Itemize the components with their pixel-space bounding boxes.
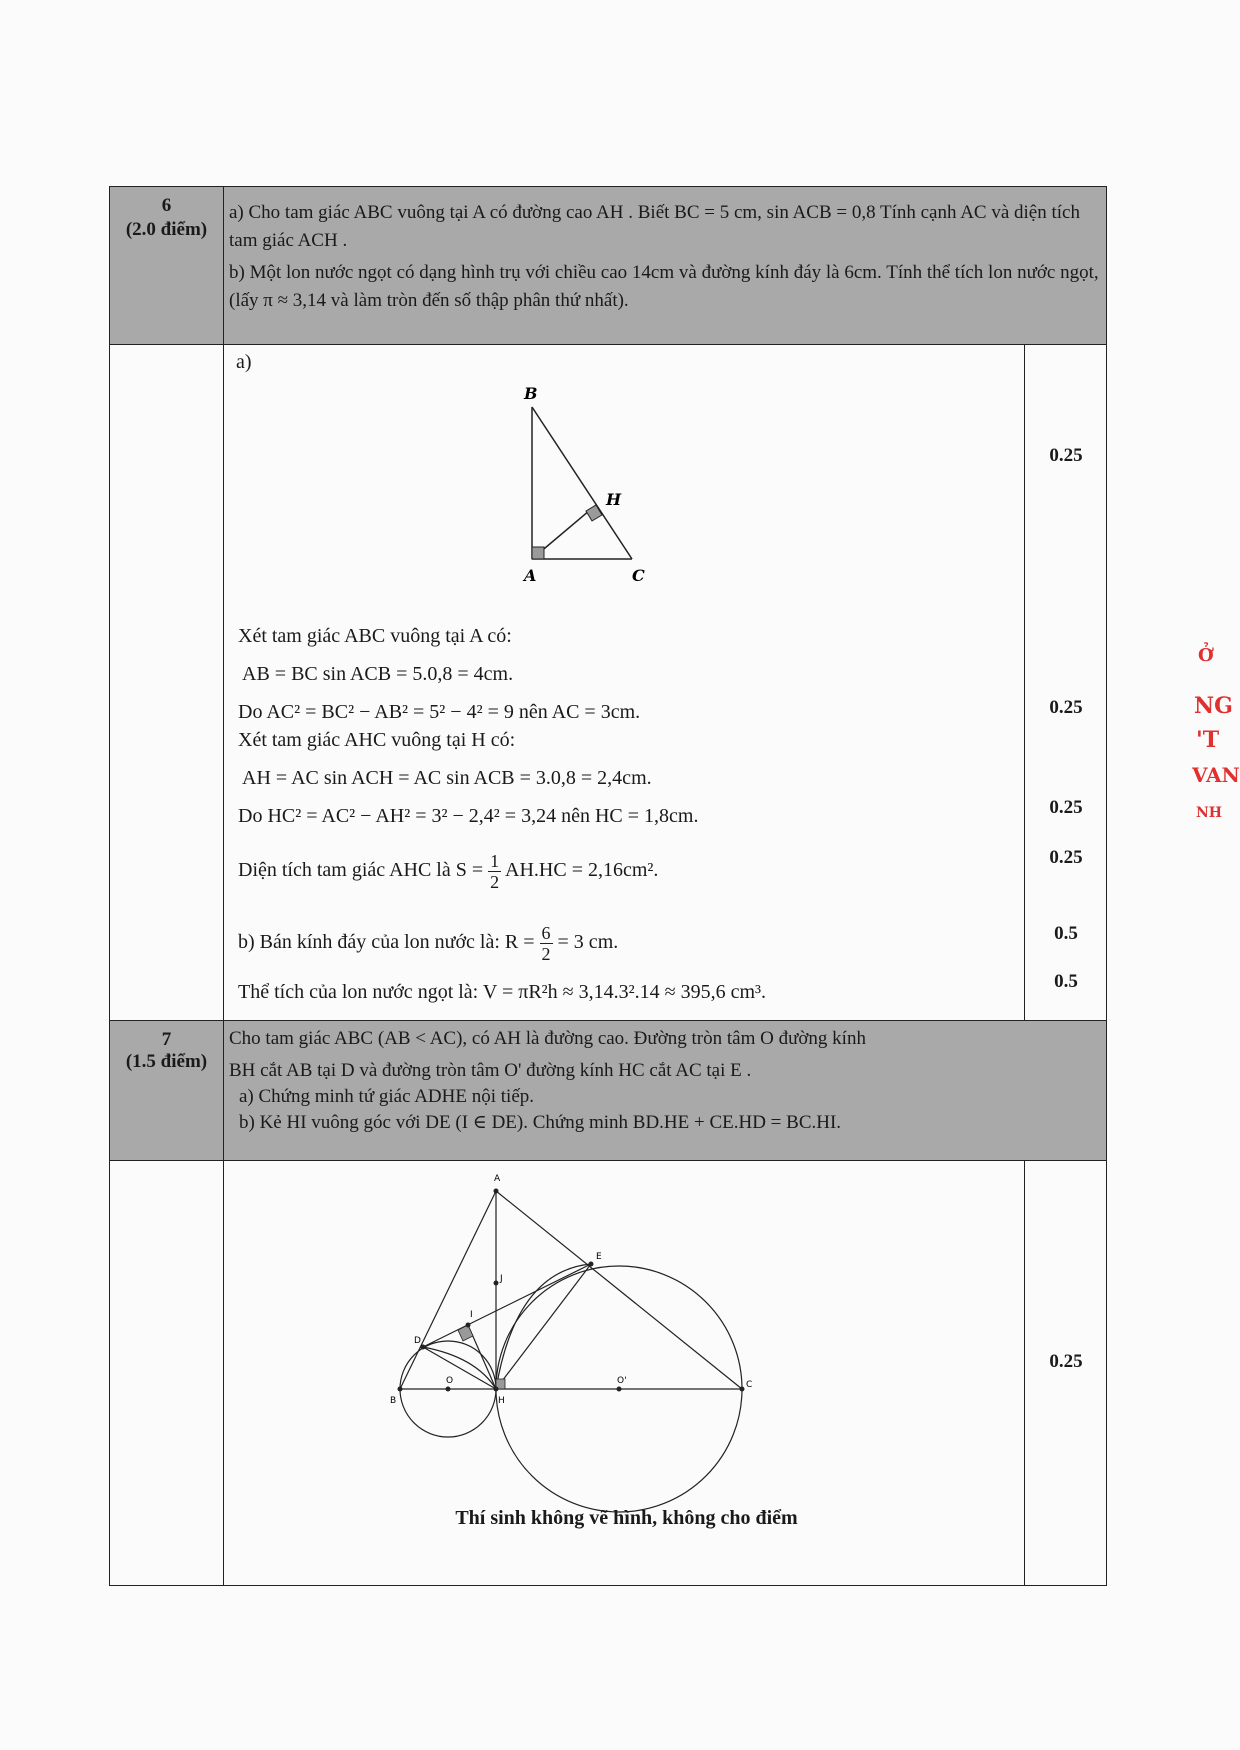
q6-line-4: Xét tam giác AHC vuông tại H có: [238, 729, 516, 751]
column-divider-score-q7 [1024, 1161, 1025, 1585]
q6-score-2: 0.25 [1049, 697, 1083, 718]
stamp-text-5: NH [1196, 805, 1223, 821]
q6-label-B: B [524, 384, 538, 403]
q6-label-A: A [524, 566, 537, 585]
q7-prompt-4: b) Kẻ HI vuông góc với DE (I ∈ DE). Chứng minh BD.HE + CE.HD = BC.HI. [239, 1112, 842, 1133]
column-divider-score-q6 [1024, 345, 1025, 1021]
q7-number: 7 [161, 1029, 172, 1050]
q7-prompt-2: BH cắt AB tại D và đường tròn tâm O' đường kính HC cắt AC tại E . [229, 1060, 752, 1081]
q6-fraction-radius-den: 2 [541, 944, 551, 964]
stamp-text-2: NG [1194, 693, 1233, 719]
answer-table [109, 186, 1107, 1586]
q7-points: (1.5 điểm) [125, 1051, 208, 1072]
stamp-text-3: 'T [1196, 727, 1220, 753]
q6-line-8 [238, 923, 618, 964]
q7-prompt-3: a) Chứng minh tứ giác ADHE nội tiếp. [239, 1086, 535, 1107]
q6-line-9: Thể tích của lon nước ngọt là: V = πR²h ≈ 3,14.3².14 ≈ 395,6 cm³. [238, 981, 767, 1003]
q6-score-4: 0.25 [1049, 847, 1083, 868]
q6-line-7 [238, 851, 658, 892]
q6-header-row [110, 187, 1106, 345]
q6-fraction-radius-num: 6 [541, 923, 551, 943]
q6-score-5: 0.5 [1054, 923, 1078, 944]
q6-triangle-figure [522, 381, 682, 591]
q6-score-3: 0.25 [1049, 797, 1083, 818]
q6-score-1: 0.25 [1049, 445, 1083, 466]
q7-label-C: C [746, 1380, 753, 1390]
q7-label-D: D [414, 1336, 421, 1346]
q6-line-1: Xét tam giác ABC vuông tại A có: [238, 625, 512, 647]
q6-line-5: AH = AC sin ACH = AC sin ACB = 3.0,8 = 2,4cm. [242, 767, 652, 789]
q6-prompt-a: a) Cho tam giác ABC vuông tại A có đường cao AH . Biết BC = 5 cm, sin ACB = 0,8 Tính cạnh AC và diện tích tam giác ACH . [229, 202, 1080, 251]
q7-label-H: H [498, 1396, 505, 1406]
q6-line-2: AB = BC sin ACB = 5.0,8 = 4cm. [242, 663, 514, 685]
q7-label-I: I [470, 1310, 473, 1320]
q6-line-8-pre: b) Bán kính đáy của lon nước là: R = [238, 931, 535, 954]
q6-line-7-pre: Diện tích tam giác AHC là S = [238, 859, 484, 882]
q7-header-row [110, 1021, 1106, 1161]
q6-score-6: 0.5 [1054, 971, 1078, 992]
q7-label-O: O [446, 1376, 454, 1386]
q7-prompt-1: Cho tam giác ABC (AB < AC), có AH là đường cao. Đường tròn tâm O đường kính [229, 1028, 866, 1049]
q7-label-O-prime: O' [617, 1376, 627, 1386]
q6-solution-row [110, 345, 1106, 1021]
q7-caption: Thí sinh không vẽ hình, không cho điểm [455, 1507, 798, 1529]
q6-line-3: Do AC² = BC² − AB² = 5² − 4² = 9 nên AC = 3cm. [238, 701, 641, 723]
q6-line-6: Do HC² = AC² − AH² = 3² − 2,4² = 3,24 nên HC = 1,8cm. [238, 805, 699, 827]
q6-points: (2.0 điểm) [125, 219, 208, 240]
column-divider-question [223, 187, 224, 1585]
q6-fraction-half [488, 851, 501, 892]
q6-part-label: a) [236, 351, 252, 373]
q6-line-7-post: AH.HC = 2,16cm². [505, 859, 659, 882]
stamp-text-1: Ở [1198, 645, 1214, 666]
q6-label-H: H [606, 490, 622, 509]
q6-line-8-post: = 3 cm. [557, 931, 619, 954]
q6-fraction-half-num: 1 [490, 851, 500, 871]
q7-label-A: A [494, 1174, 501, 1184]
q7-label-E: E [596, 1252, 602, 1262]
q7-score: 0.25 [1049, 1351, 1083, 1372]
q7-solution-row [110, 1161, 1106, 1585]
stamp-text-4: VAN [1192, 763, 1240, 787]
q6-label-C: C [632, 566, 645, 585]
q7-label-J: J [500, 1274, 503, 1284]
q6-number: 6 [161, 195, 172, 216]
q6-fraction-half-den: 2 [490, 872, 500, 892]
q7-label-B: B [390, 1396, 397, 1406]
q6-fraction-radius [540, 923, 553, 964]
official-seal-stamp [1192, 645, 1240, 850]
q6-prompt-b: b) Một lon nước ngọt có dạng hình trụ với chiều cao 14cm và đường kính đáy là 6cm. Tính thể tích lon nước ngọt, (lấy π ≈ 3,14 và làm tròn đến số thập phân thứ nhất). [229, 262, 1099, 311]
q7-circle-figure [392, 1161, 792, 1501]
